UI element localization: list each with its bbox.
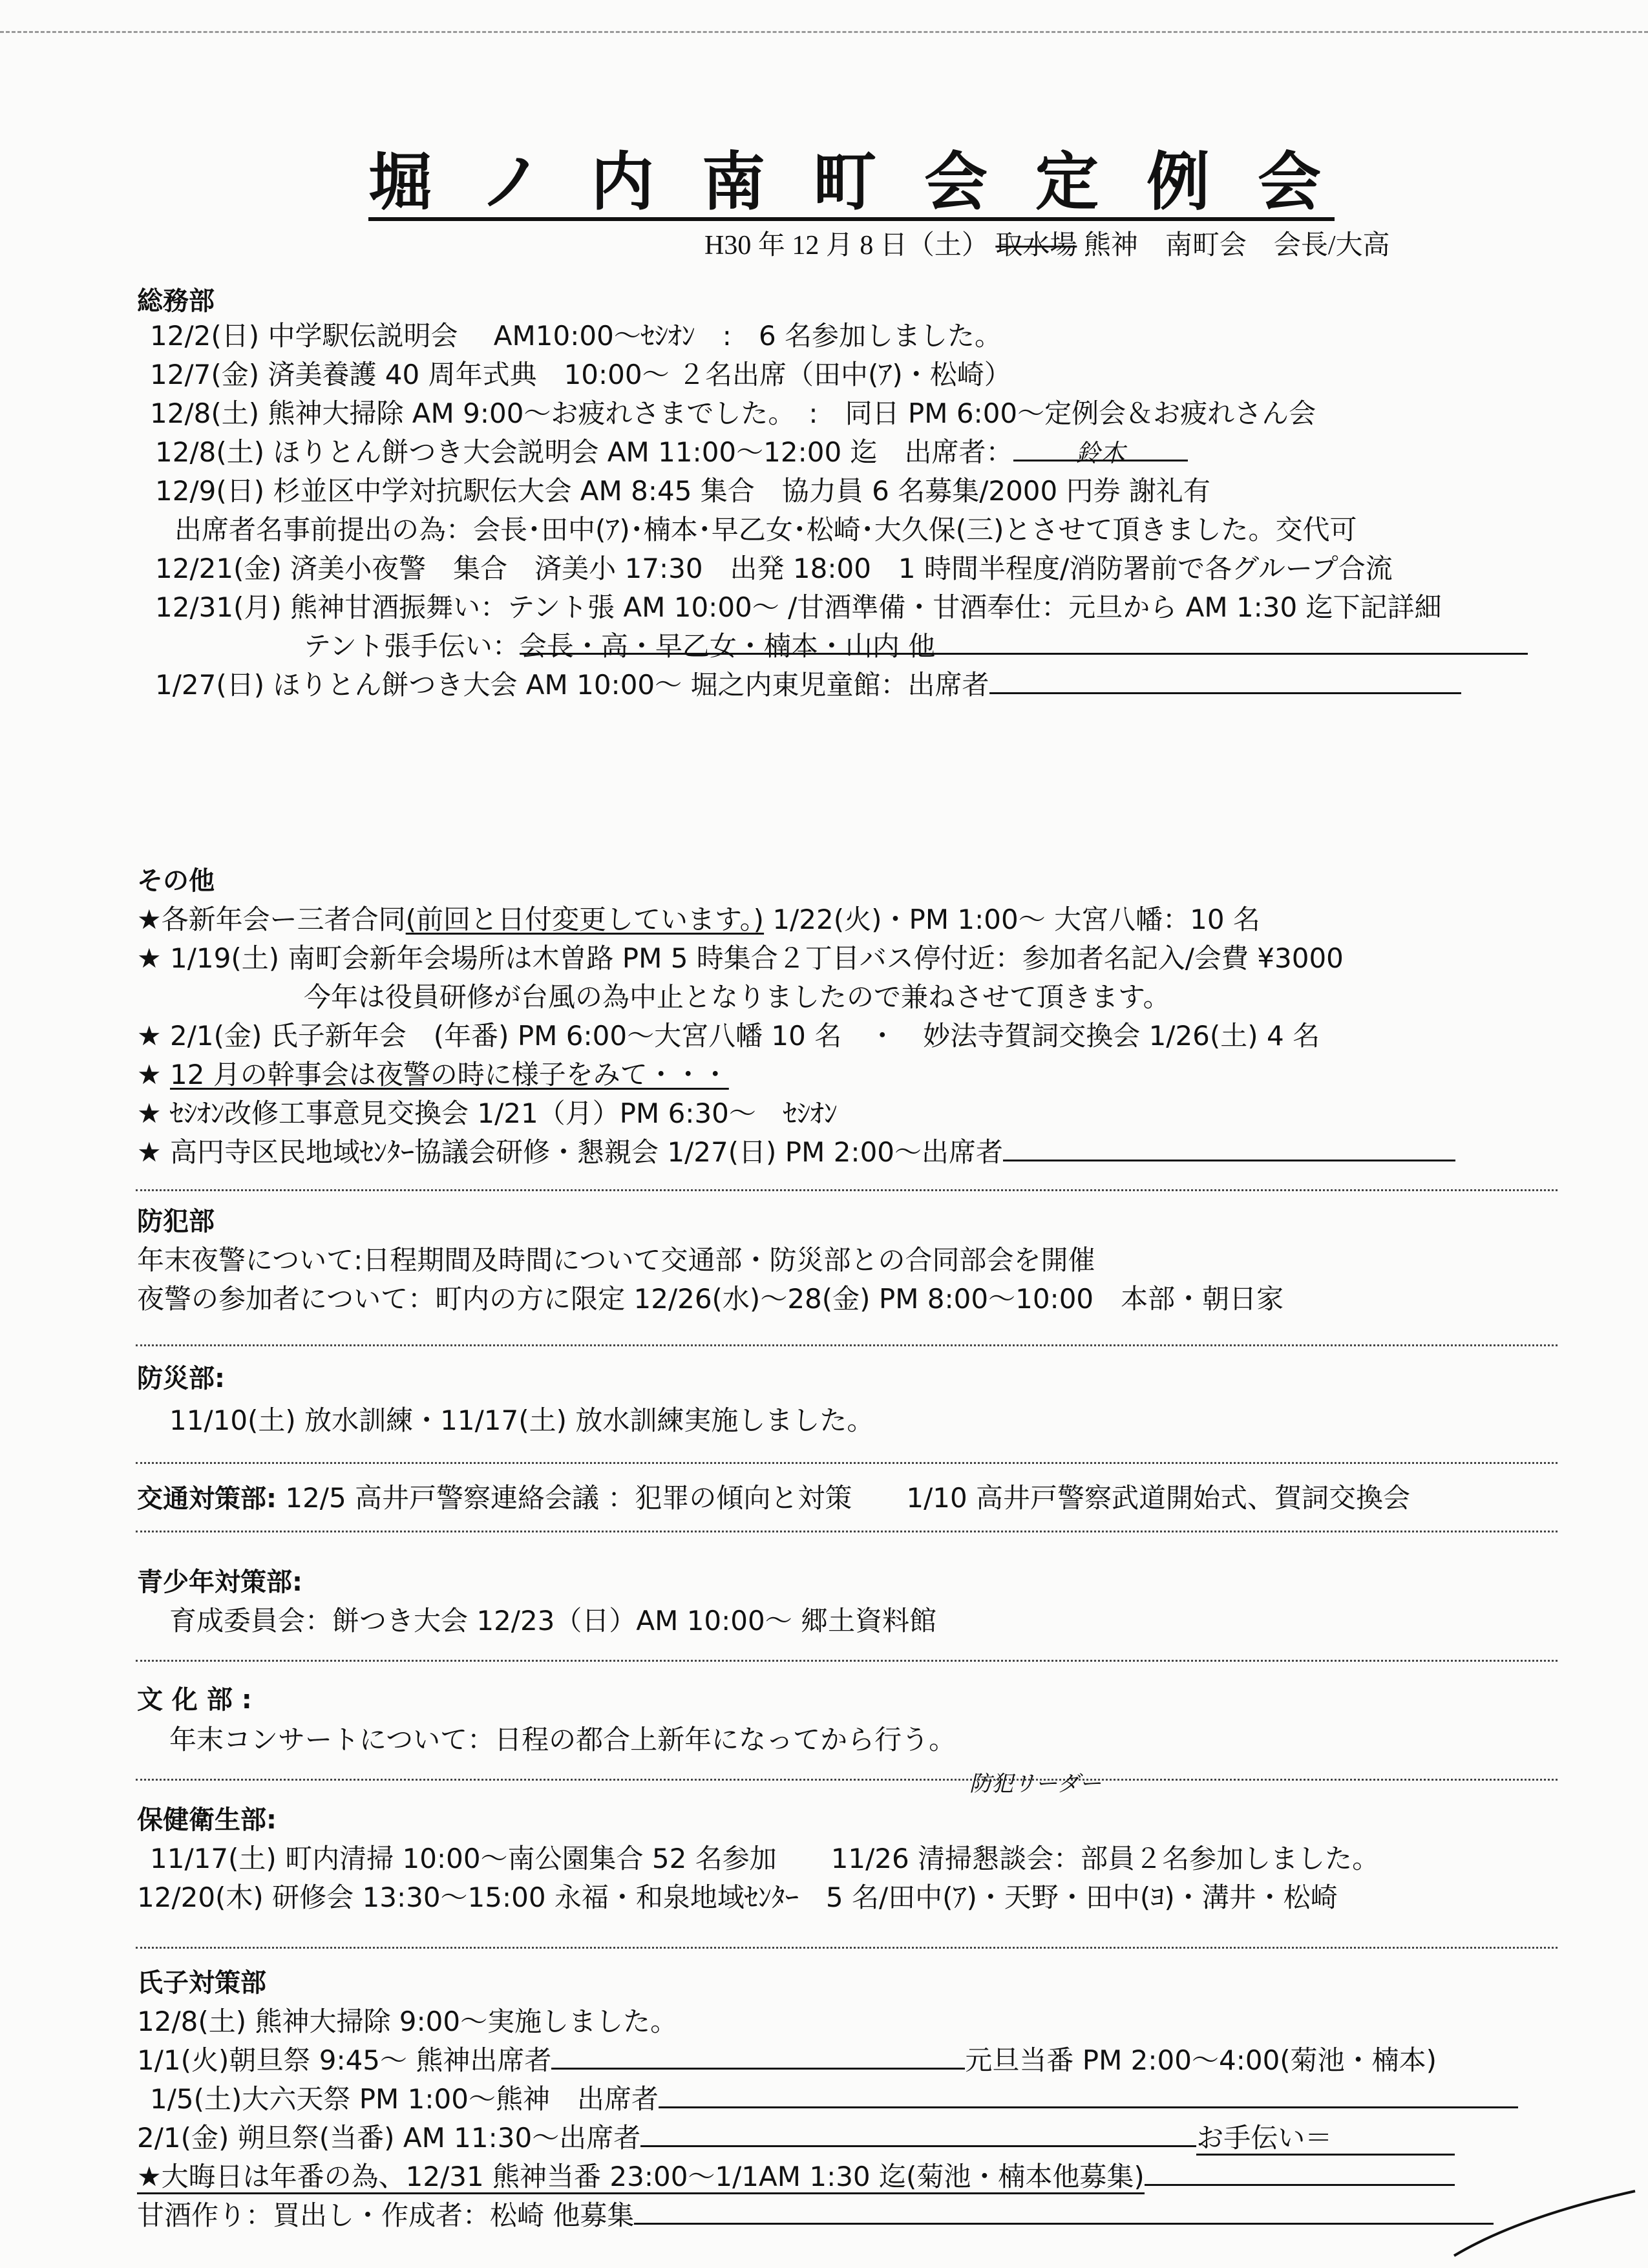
shrine-line-4 [137,2120,1455,2156]
other-line-6: ★ ｾｼｵﾝ改修工事意見交換会 1/21（月）PM 6:30～ ｾｼｵﾝ [137,1097,838,1129]
attendee-blank [659,2082,1518,2108]
shrine-line-3-text: 1/5(土)大六天祭 PM 1:00～熊神 出席者 [150,2083,659,2115]
attendee-blank [1145,2159,1455,2186]
general-line-10-text: 1/27(日) ほりとん餅つき大会 AM 10:00～ 堀之内東児童館：出席者 [155,669,989,701]
disaster-line-1: 11/10(土) 放水訓練・11/17(土) 放水訓練実施しました。 [169,1404,874,1436]
title-underline [368,217,1335,221]
culture-line-1: 年末コンサートについて：日程の都合上新年になってから行う。 [169,1724,956,1755]
shrine-line-5 [137,2159,1455,2195]
section-heading-disaster: 防災部: [137,1364,225,1394]
general-line-6: 出席者名事前提出の為：会長･田中(ｱ)･楠本･早乙女･松崎･大久保(三)とさせて頂きました。交代可 [174,514,1357,546]
general-line-4-text: 12/8(土) ほりとん餅つき大会説明会 AM 11:00～12:00 迄 出席者： [155,436,1013,468]
other-line-7-text: ★ 高円寺区民地域ｾﾝﾀｰ協議会研修・懇親会 1/27(日) PM 2:00～出席者 [137,1136,1004,1168]
amazake-note: 甘酒作り：買出し・作成者：松崎 他募集 [137,2199,635,2231]
section-heading-health: 保健衛生部: [137,1805,277,1835]
meeting-dateline [704,228,1390,264]
crime-line-1: 年末夜警について:日程期間及時間について交通部・防災部との合同部会を開催 [137,1244,1095,1276]
new-year-duty: 元旦当番 PM 2:00～4:00(菊池・楠本) [965,2044,1437,2076]
youth-line-1: 育成委員会：餅つき大会 12/23（日）AM 10:00～ 郷土資料館 [169,1605,937,1637]
pen-stroke [1448,2178,1642,2262]
other-line-5 [137,1057,729,1093]
section-heading-crime: 防犯部 [137,1207,215,1236]
section-heading-traffic: 交通対策部: [137,1484,277,1514]
meeting-location-chair: 熊神 南町会 会長/大高 [1083,231,1390,260]
shrine-line-4-text: 2/1(金) 朔旦祭(当番) AM 11:30～出席者 [137,2122,641,2154]
section-heading-general: 総務部 [137,286,215,316]
attendee-blank [640,2121,1196,2147]
general-line-2: 12/7(金) 済美養護 40 周年式典 10:00～ ２名出席（田中(ｱ)・松崎） [150,359,1011,390]
handwritten-annotation: 防犯リーダー [969,1771,1101,1797]
other-line-1 [137,902,1260,938]
other-line-7 [137,1134,1455,1171]
other-line-5-star: ★ [137,1059,171,1090]
section-divider [136,1189,1558,1191]
section-heading-culture: 文 化 部 : [137,1685,252,1715]
general-line-3: 12/8(土) 熊神大掃除 AM 9:00～お疲れさまでした。 : 同日 PM 6:00～定例会＆お疲れさん会 [150,397,1316,429]
traffic-line [137,1480,1410,1517]
section-heading-shrine: 氏子対策部 [137,1968,266,1998]
general-line-7: 12/21(金) 済美小夜警 集合 済美小 17:30 出発 18:00 1 時間半程度/消防署前で各グループ合流 [155,553,1393,584]
attendee-blank [634,2198,1494,2225]
attendee-blank [1003,1135,1455,1161]
other-line-4: ★ 2/1(金) 氏子新年会 (年番) PM 6:00～大宮八幡 10 名 ・ 妙法寺賀詞交換会 1/26(土) 4 名 [137,1020,1320,1052]
section-divider [136,1531,1558,1532]
general-line-4 [155,434,1188,471]
section-divider [136,1660,1558,1662]
other-line-2: ★ 1/19(土) 南町会新年会場所は木曽路 PM 5 時集合２丁目バス停付近：参加者名記入/会費 ¥3000 [137,942,1344,974]
shrine-line-2 [137,2042,1437,2079]
tent-helpers-names: 会長・高・早乙女・楠本・山内 他 [520,628,1528,655]
scan-top-edge [0,31,1648,33]
attendee-blank [989,668,1461,694]
section-divider [136,1462,1558,1464]
page-title: 堀ノ内南町会定例会 [368,145,1369,219]
other-line-1-tail: 1/22(火)・PM 1:00～ 大宮八幡：10 名 [764,904,1260,935]
health-line-1: 11/17(土) 町内清掃 10:00～南公園集合 52 名参加 11/26 清掃懇談会：部員２名参加しました。 [150,1843,1380,1874]
general-line-10 [155,667,1461,703]
other-line-1-text: ★各新年会ー三者合同 [137,904,406,935]
section-heading-youth: 青少年対策部: [137,1567,302,1597]
general-line-5: 12/9(日) 杉並区中学対抗駅伝大会 AM 8:45 集合 協力員 6 名募集/2000 円券 謝礼有 [155,475,1210,507]
health-line-2: 12/20(木) 研修会 13:30～15:00 永福・和泉地域ｾﾝﾀｰ 5 名/田中(ｱ)・天野・田中(ﾖ)・溝井・松崎 [137,1881,1338,1913]
section-divider [136,1947,1558,1949]
attendee-blank [551,2043,965,2070]
shrine-line-6 [137,2198,1494,2234]
general-line-1: 12/2(日) 中学駅伝説明会 AM10:00～ｾｼｵﾝ : 6 名参加しました。 [150,320,1002,352]
crime-line-2: 夜警の参加者について：町内の方に限定 12/26(水)～28(金) PM 8:00～10:00 本部・朝日家 [137,1283,1284,1315]
struck-location: 取水場 [995,231,1077,260]
kanji-meeting-note: 12 月の幹事会は夜警の時に様子をみて・・・ [170,1059,729,1090]
new-years-eve-note: ★大晦日は年番の為、12/31 熊神当番 23:00～1/1AM 1:30 迄(菊池・楠本他募集) [137,2161,1145,2194]
shrine-line-2-text: 1/1(火)朝旦祭 9:45～ 熊神出席者 [137,2044,552,2076]
general-line-9 [304,628,1528,664]
section-heading-other: その他 [137,866,215,896]
general-line-8: 12/31(月) 熊神甘酒振舞い：テント張 AM 10:00～ /甘酒準備・甘酒奉仕：元旦から AM 1:30 迄下記詳細 [155,591,1442,623]
section-divider [136,1344,1558,1346]
handwritten-attendee: 鈴木 [1013,435,1188,461]
helpers-label: お手伝い＝ [1196,2122,1455,2156]
other-line-3: 今年は役員研修が台風の為中止となりましたので兼ねさせて頂きます。 [304,981,1170,1013]
traffic-text: 12/5 高井戸警察連絡会議 ：犯罪の傾向と対策 1/10 高井戸警察武道開始式、賀詞交換会 [277,1482,1411,1514]
shrine-line-3 [150,2081,1518,2117]
meeting-date: H30 年 12 月 8 日（土） [704,231,989,260]
date-change-note: (前回と日付変更しています。) [405,904,765,935]
shrine-line-1: 12/8(土) 熊神大掃除 9:00～実施しました。 [137,2006,678,2037]
tent-helpers-label: テント張手伝い： [304,630,520,662]
section-divider [136,1779,1558,1781]
